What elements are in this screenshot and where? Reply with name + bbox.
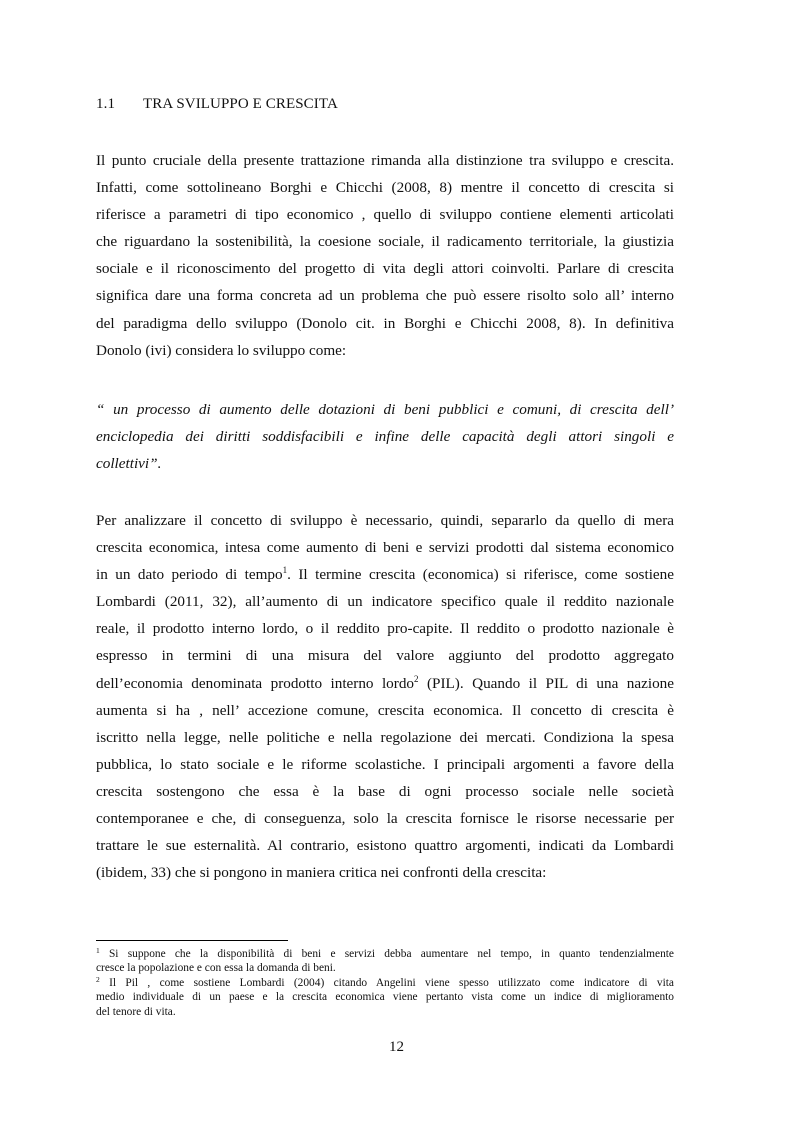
paragraph-2-line: contemporanee e che, di conseguenza, solo la crescita fornisce le risorse necessarie per [96, 810, 674, 828]
paragraph-2-line: espresso in termini di una misura del valore aggiunto del prodotto aggregato [96, 647, 674, 665]
footnote-ref-2: 2 [414, 673, 419, 684]
paragraph-2-line: reale, il prodotto interno lordo, o il reddito pro-capite. Il reddito o prodotto nazionale è [96, 620, 674, 638]
footnote-line: medio individuale di un paese e la crescita economica viene pertanto vista come un indice di miglioramento [96, 991, 674, 1004]
section-heading [96, 96, 338, 113]
paragraph-2-line: crescita sostengono che essa è la base di ogni processo sociale nelle società [96, 782, 674, 800]
quote-line: enciclopedia dei diritti soddisfacibili e infine delle capacità degli attori singoli e [96, 428, 674, 446]
paragraph-2-line: trattare le sue esternalità. Al contrario, esistono quattro argomenti, indicati da Lombardi [96, 837, 674, 855]
paragraph-1 [96, 147, 674, 364]
paragraph-2-line: in un dato periodo di tempo$^1$. Il termine crescita (economica) si riferisce, come sostiene [96, 565, 674, 584]
paragraph-1-line: che riguardano la sostenibilità, la coesione sociale, il radicamento territoriale, la giustizia [96, 233, 674, 251]
footnote-separator [96, 940, 288, 941]
block-quote [96, 396, 674, 477]
paragraph-2 [96, 507, 674, 886]
quote-line: “ un processo di aumento delle dotazioni di beni pubblici e comuni, di crescita dell’ [96, 401, 674, 418]
paragraph-1-line: Donolo (ivi) considera lo sviluppo come: [96, 341, 347, 359]
footnote-line: del tenore di vita. [96, 1005, 176, 1018]
quote-line: collettivi”. [96, 455, 162, 473]
footnote-2 [96, 976, 674, 1019]
paragraph-2-line: Lombardi (2011, 32), all’aumento di un indicatore specifico quale il reddito nazionale [96, 593, 674, 611]
footnotes [96, 947, 674, 1019]
paragraph-1-line: sociale e il riconoscimento del progetto di vita degli attori coinvolti. Parlare di crescita [96, 260, 674, 278]
paragraph-1-line: Infatti, come sottolineano Borghi e Chicchi (2008, 8) mentre il concetto di crescita si [96, 179, 674, 197]
paragraph-1-line: significa dare una forma concreta ad un problema che può essere risolto solo all’ interno [96, 287, 674, 305]
paragraph-2-line: iscritto nella legge, nelle politiche e nella regolazione dei mercati. Condiziona la spesa [96, 728, 674, 746]
paragraph-2-line: aumenta si ha , nell’ accezione comune, crescita economica. Il concetto di crescita è [96, 701, 674, 719]
section-number: 1.1 [96, 96, 116, 112]
section-title: TRA SVILUPPO E CRESCITA [143, 96, 338, 112]
footnote-ref-1: 1 [282, 565, 288, 576]
page-number: 12 [389, 1039, 404, 1055]
paragraph-1-line: Il punto cruciale della presente trattazione rimanda alla distinzione tra sviluppo e crescita. [96, 152, 674, 169]
paragraph-1-line: riferisce a parametri di tipo economico , quello di sviluppo contiene elementi articolati [96, 206, 674, 224]
footnote-1 [96, 947, 674, 976]
paragraph-2-line: (ibidem, 33) che si pongono in maniera critica nei confronti della crescita: [96, 864, 547, 882]
paragraph-1-line: del paradigma dello sviluppo (Donolo cit. in Borghi e Chicchi 2008, 8). In definitiva [96, 314, 674, 332]
footnote-mark: 2 [96, 974, 100, 984]
paragraph-2-line: crescita economica, intesa come aumento di beni e servizi prodotti dal sistema economico [96, 539, 674, 557]
footnote-line: $^1$ Si suppone che la disponibilità di beni e servizi debba aumentare nel tempo, in quanto tendenzialmente [96, 946, 674, 960]
footnote-line: $^2$ Il Pil , come sostiene Lombardi (2004) citando Angelini viene spesso utilizzato come indicatore di vita [96, 974, 674, 989]
paragraph-2-line: dell’economia denominata prodotto interno lordo$^2$ (PIL). Quando il PIL di una nazione [96, 673, 675, 692]
footnote-line: cresce la popolazione e con essa la domanda di beni. [96, 962, 336, 975]
footnote-mark: 1 [96, 946, 100, 955]
paragraph-2-line: pubblica, lo stato sociale e le riforme scolastiche. I principali argomenti a favore della [96, 755, 674, 773]
paragraph-2-line: Per analizzare il concetto di sviluppo è necessario, quindi, separarlo da quello di mera [96, 512, 674, 529]
